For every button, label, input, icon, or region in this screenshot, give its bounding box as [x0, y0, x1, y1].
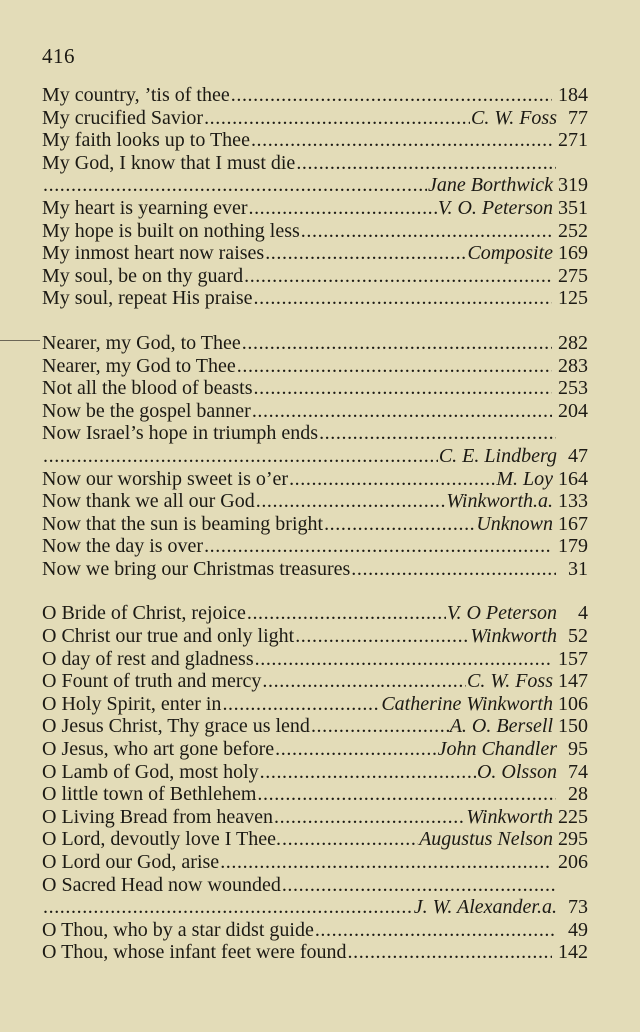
hymn-author: C. W. Foss — [467, 670, 553, 693]
hymn-title: Now the day is over — [42, 535, 204, 558]
dot-leader — [255, 648, 552, 671]
hymn-number: 204 — [558, 399, 588, 422]
hymn-title: Nearer, my God to Thee — [42, 354, 236, 377]
index-entry — [42, 670, 588, 693]
hymn-number: 125 — [558, 287, 588, 310]
hymn-number: 179 — [558, 535, 588, 558]
hymn-number: 167 — [558, 512, 588, 535]
hymn-number: 150 — [558, 715, 588, 738]
hymn-author: Unknown — [476, 512, 553, 535]
hymn-number: 133 — [558, 490, 588, 513]
hymn-author: Winkworth — [470, 625, 557, 648]
hymn-title: My crucified Savior — [42, 106, 204, 129]
dot-leader — [237, 355, 552, 378]
dot-leader — [43, 445, 438, 468]
dot-leader — [254, 377, 552, 400]
dot-leader — [244, 265, 552, 288]
hymn-number: 4 — [578, 602, 588, 625]
index-entry — [42, 84, 588, 107]
hymn-number: 28 — [568, 783, 588, 806]
dot-leader — [262, 670, 466, 693]
index-entry — [42, 919, 588, 942]
hymn-title: My country, ’tis of thee — [42, 84, 230, 106]
index-entry — [42, 874, 588, 897]
dot-leader — [282, 874, 556, 897]
dot-leader — [222, 693, 380, 716]
hymn-title: O Living Bread from heaven — [42, 805, 274, 828]
hymn-title: O day of rest and gladness — [42, 647, 254, 670]
hymn-title: My faith looks up to Thee — [42, 129, 250, 152]
hymn-number: 77 — [568, 106, 588, 129]
dot-leader — [260, 761, 476, 784]
hymn-author: V. O. Peterson — [437, 196, 553, 219]
page-number: 416 — [42, 44, 75, 68]
hymn-title: Now we bring our Christmas treasures — [42, 557, 351, 580]
dot-leader — [242, 332, 552, 355]
hymn-title: O Thou, whose infant feet were found — [42, 941, 347, 964]
index-entry — [42, 715, 588, 738]
dot-leader — [254, 287, 552, 310]
hymn-number: 295 — [558, 828, 588, 851]
dot-leader — [351, 558, 556, 581]
hymn-title: Now that the sun is beaming bright — [42, 512, 324, 535]
hymn-title: O little town of Bethlehem — [42, 783, 257, 806]
dot-leader — [295, 625, 469, 648]
hymn-author: V. O Peterson — [446, 602, 557, 625]
hymn-author: Catherine Winkworth — [381, 692, 553, 715]
index-entry — [42, 761, 588, 784]
dot-leader — [251, 129, 552, 152]
index-entry — [42, 287, 588, 310]
hymn-title: Now our worship sweet is o’er — [42, 467, 289, 490]
hymn-title: Nearer, my God, to Thee — [42, 331, 241, 354]
index-entry — [42, 648, 588, 671]
hymn-title: Now Israel’s hope in triumph ends — [42, 422, 319, 445]
index-entry — [42, 558, 588, 581]
hymn-title: O Sacred Head now wounded — [42, 873, 281, 896]
dot-leader — [231, 84, 552, 107]
hymn-author: Composite — [467, 242, 553, 265]
index-entry — [42, 941, 588, 964]
hymn-title: My hope is built on nothing less — [42, 219, 300, 242]
index-entry — [42, 422, 588, 445]
dot-leader — [324, 513, 475, 536]
hymn-author: Winkworth.a. — [446, 490, 553, 513]
index-entry — [42, 602, 588, 625]
hymn-title: O Bride of Christ, rejoice — [42, 602, 246, 625]
hymn-index — [42, 84, 588, 964]
index-entry — [42, 400, 588, 423]
hymn-author: John Chandler — [437, 738, 557, 761]
hymn-title: O Christ our true and only light — [42, 625, 295, 648]
hymn-title: O Thou, who by a star didst guide — [42, 918, 314, 941]
index-entry — [42, 355, 588, 378]
dot-leader — [315, 919, 556, 942]
hymn-number: 206 — [558, 851, 588, 873]
hymn-author: Jane Borthwick — [428, 174, 553, 197]
hymn-title: My heart is yearning ever — [42, 196, 248, 219]
dot-leader — [301, 220, 552, 243]
hymn-author: O. Olsson — [476, 760, 557, 783]
hymn-number: 351 — [558, 196, 588, 219]
hymn-title: Now thank we all our God — [42, 490, 255, 513]
hymn-number: 106 — [558, 692, 588, 715]
dot-leader — [248, 197, 436, 220]
hymn-number: 73 — [568, 896, 588, 919]
hymn-number: 184 — [558, 84, 588, 106]
hymn-author: J. W. Alexander.a. — [413, 896, 557, 919]
hymn-title: Now be the gospel banner — [42, 399, 251, 422]
dot-leader — [274, 806, 465, 829]
hymn-number: 275 — [558, 264, 588, 287]
index-entry — [42, 468, 588, 491]
dot-leader — [265, 242, 466, 265]
hymn-number: 52 — [568, 625, 588, 648]
hymn-title: My inmost heart now raises — [42, 242, 265, 265]
hymn-author: M. Loy — [496, 467, 553, 490]
hymn-title: O Jesus Christ, Thy grace us lend — [42, 715, 310, 738]
dot-leader — [311, 715, 449, 738]
hymn-number: 157 — [558, 647, 588, 670]
dot-leader — [204, 107, 470, 130]
index-entry — [42, 107, 588, 130]
index-entry — [42, 806, 588, 829]
hymn-number: 225 — [558, 805, 588, 828]
index-entry — [42, 693, 588, 716]
index-entry — [42, 851, 588, 874]
hymn-number: 283 — [558, 354, 588, 377]
index-entry — [42, 220, 588, 243]
hymn-title: My soul, repeat His praise — [42, 287, 253, 310]
hymn-title: My soul, be on thy guard — [42, 264, 244, 287]
hymn-author: A. O. Bersell — [449, 715, 553, 738]
hymn-author: Winkworth — [466, 805, 553, 828]
hymn-title: Not all the blood of beasts — [42, 377, 253, 400]
hymn-number: 164 — [558, 467, 588, 490]
hymn-author: Augustus Nelson — [419, 828, 553, 851]
hymn-title: O Lord our God, arise — [42, 851, 220, 873]
dot-leader — [282, 828, 418, 851]
index-entry — [42, 265, 588, 288]
dot-leader — [296, 152, 556, 175]
index-entry — [42, 490, 588, 513]
dot-leader — [252, 400, 552, 423]
section-gap — [42, 310, 588, 332]
margin-mark — [0, 340, 40, 341]
hymn-number: 31 — [568, 557, 588, 580]
index-entry — [42, 174, 588, 197]
hymn-number: 142 — [558, 941, 588, 964]
hymn-number: 282 — [558, 331, 588, 354]
index-entry — [42, 377, 588, 400]
dot-leader — [275, 738, 436, 761]
hymn-title: My God, I know that I must die — [42, 151, 296, 174]
hymn-number: 74 — [568, 760, 588, 783]
index-entry — [42, 445, 588, 468]
hymn-number: 47 — [568, 444, 588, 467]
hymn-author: C. W. Foss — [471, 106, 557, 129]
index-entry — [42, 783, 588, 806]
dot-leader — [289, 468, 495, 491]
section-gap — [42, 580, 588, 602]
index-entry — [42, 332, 588, 355]
index-entry — [42, 197, 588, 220]
hymn-title: O Jesus, who art gone before — [42, 738, 275, 761]
dot-leader — [220, 851, 552, 874]
dot-leader — [256, 490, 446, 513]
hymn-number: 49 — [568, 918, 588, 941]
dot-leader — [348, 941, 552, 964]
index-entry — [42, 625, 588, 648]
dot-leader — [257, 783, 556, 806]
hymn-number: 95 — [568, 738, 588, 761]
hymn-title: O Holy Spirit, enter in — [42, 692, 222, 715]
hymn-title: O Lamb of God, most holy — [42, 760, 259, 783]
hymn-number: 319 — [558, 174, 588, 197]
dot-leader — [43, 174, 427, 197]
dot-leader — [43, 896, 413, 919]
index-entry — [42, 828, 588, 851]
index-entry — [42, 129, 588, 152]
hymn-number: 271 — [558, 129, 588, 152]
index-entry — [42, 513, 588, 536]
index-entry — [42, 535, 588, 558]
hymn-number: 169 — [558, 242, 588, 265]
hymn-number: 252 — [558, 219, 588, 242]
hymn-title: O Fount of truth and mercy — [42, 670, 262, 693]
dot-leader — [319, 422, 556, 445]
dot-leader — [204, 535, 552, 558]
index-entry — [42, 152, 588, 175]
hymn-author: C. E. Lindberg — [438, 444, 557, 467]
hymn-title: O Lord, devoutly love I Thee. — [42, 828, 282, 851]
hymn-number: 253 — [558, 377, 588, 400]
index-entry — [42, 738, 588, 761]
dot-leader — [247, 602, 446, 625]
hymn-number: 147 — [558, 670, 588, 693]
index-entry — [42, 242, 588, 265]
index-entry — [42, 896, 588, 919]
